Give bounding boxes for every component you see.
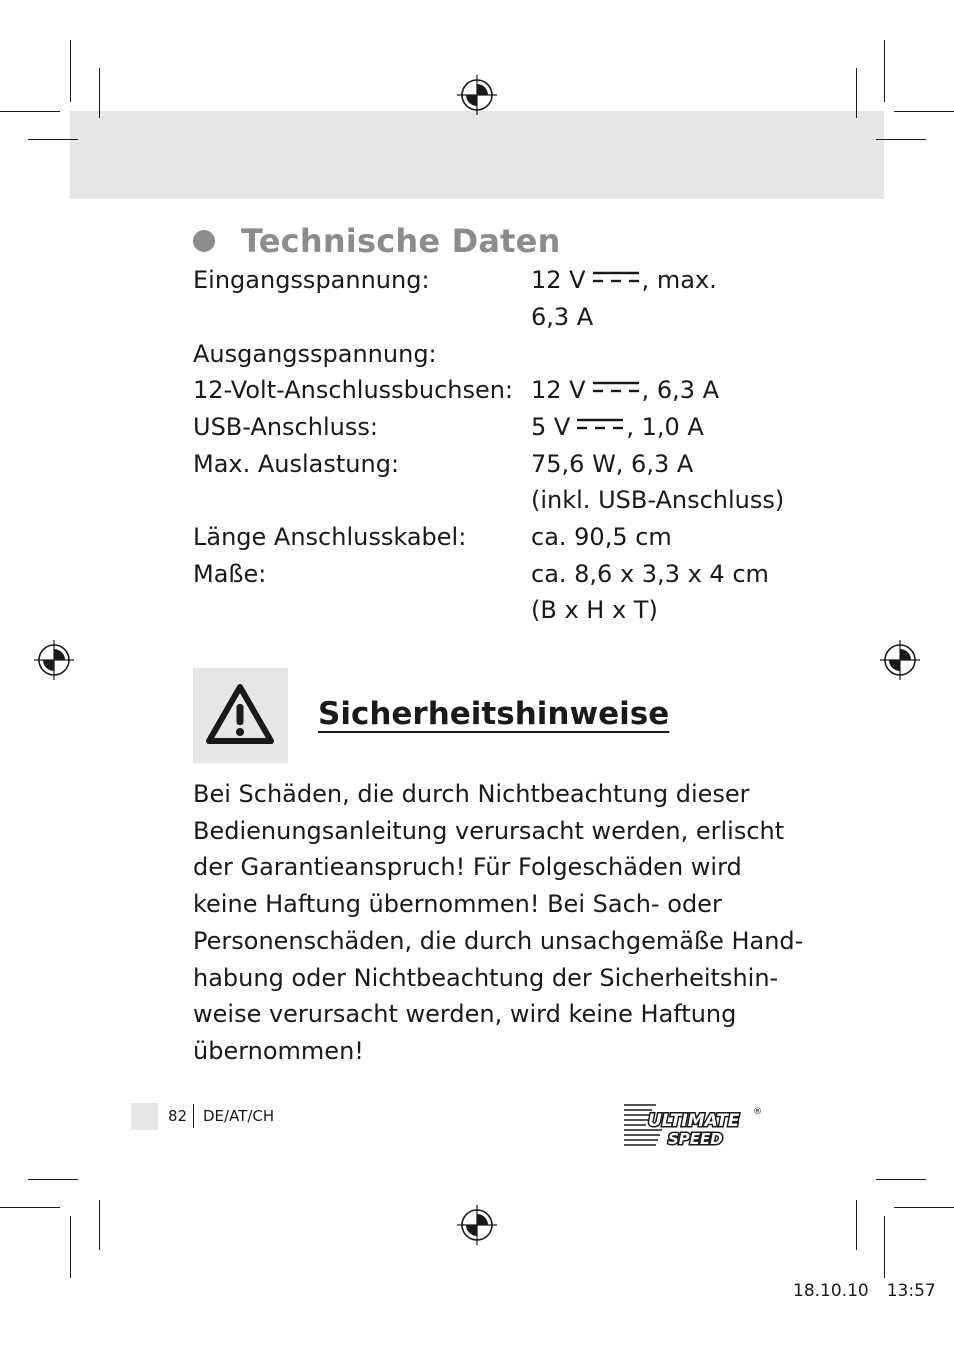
crop-mark — [876, 139, 926, 140]
crop-mark — [884, 40, 885, 102]
spec-label: 12-Volt-Anschlussbuchsen: — [193, 376, 514, 404]
spec-value-text: , 1,0 A — [626, 413, 704, 441]
section-heading — [193, 218, 561, 264]
crop-mark — [884, 1216, 885, 1278]
spec-label: Eingangsspannung: — [193, 266, 430, 294]
print-timestamp — [793, 1281, 936, 1301]
spec-label: Ausgangsspannung: — [193, 340, 437, 368]
spec-value-text: 5 V — [531, 413, 571, 441]
page-number: 82 — [168, 1107, 188, 1125]
crop-mark — [99, 68, 100, 118]
spec-value: 6,3 A — [531, 303, 594, 331]
registered-mark: ® — [753, 1107, 762, 1117]
spec-label: Maße: — [193, 560, 267, 588]
spec-value: (inkl. USB-Anschluss) — [531, 486, 785, 514]
paragraph-line: Personenschäden, die durch unsachgemäße Hand- — [193, 927, 804, 955]
page-title: Technische Daten — [241, 222, 561, 260]
paragraph-line: habung oder Nichtbeachtung der Sicherheitshin- — [193, 964, 779, 992]
crop-mark — [0, 1207, 60, 1208]
spec-value-text: 12 V — [531, 266, 586, 294]
region-code: DE/AT/CH — [203, 1107, 275, 1125]
crop-mark — [876, 1179, 926, 1180]
paragraph-line: Bei Schäden, die durch Nichtbeachtung dieser — [193, 780, 750, 808]
spec-value — [531, 262, 717, 299]
spec-value — [531, 372, 719, 409]
paragraph-line: der Garantieanspruch! Für Folgeschäden wird — [193, 853, 742, 881]
crop-mark — [99, 1200, 100, 1250]
logo-text: ULTIMATE — [648, 1111, 740, 1131]
direct-current-symbol-icon — [576, 417, 624, 431]
divider — [193, 1104, 194, 1128]
warning-box — [193, 668, 288, 763]
crop-mark — [28, 139, 78, 140]
spec-value: 75,6 W, 6,3 A — [531, 450, 694, 478]
registration-mark-icon — [457, 75, 497, 115]
spec-value: ca. 8,6 x 3,3 x 4 cm — [531, 560, 769, 588]
spec-label: USB-Anschluss: — [193, 413, 378, 441]
logo-text: SPEED — [668, 1130, 723, 1148]
print-time: 13:57 — [886, 1281, 936, 1301]
paragraph-line: keine Haftung übernommen! Bei Sach- oder — [193, 890, 722, 918]
paragraph-line: weise verursacht werden, wird keine Haftung — [193, 1000, 737, 1028]
registration-mark-icon — [457, 1205, 497, 1245]
crop-mark — [856, 68, 857, 118]
crop-mark — [70, 1216, 71, 1278]
crop-mark — [856, 1200, 857, 1250]
print-date: 18.10.10 — [793, 1281, 869, 1301]
header-band — [70, 111, 884, 199]
spec-label: Max. Auslastung: — [193, 450, 400, 478]
spec-value: (B x H x T) — [531, 596, 658, 624]
paragraph-line: Bedienungsanleitung verursacht werden, erlischt — [193, 817, 785, 845]
crop-mark — [894, 111, 954, 112]
registration-mark-icon — [880, 640, 920, 680]
brand-logo — [622, 1100, 764, 1148]
crop-mark — [0, 111, 60, 112]
paragraph-line: übernommen! — [193, 1037, 364, 1065]
direct-current-symbol-icon — [592, 270, 640, 284]
page-marker — [131, 1103, 158, 1130]
warning-triangle-icon — [205, 682, 275, 746]
crop-mark — [70, 40, 71, 102]
spec-value — [531, 409, 704, 446]
safety-heading: Sicherheitshinweise — [318, 696, 670, 732]
registration-mark-icon — [34, 640, 74, 680]
spec-value-text: , max. — [641, 266, 717, 294]
spec-value: ca. 90,5 cm — [531, 523, 672, 551]
crop-mark — [28, 1179, 78, 1180]
spec-value-text: 12 V — [531, 376, 586, 404]
spec-value-text: , 6,3 A — [641, 376, 720, 404]
bullet-icon — [193, 230, 215, 252]
crop-mark — [894, 1207, 954, 1208]
spec-label: Länge Anschlusskabel: — [193, 523, 467, 551]
direct-current-symbol-icon — [592, 380, 640, 394]
